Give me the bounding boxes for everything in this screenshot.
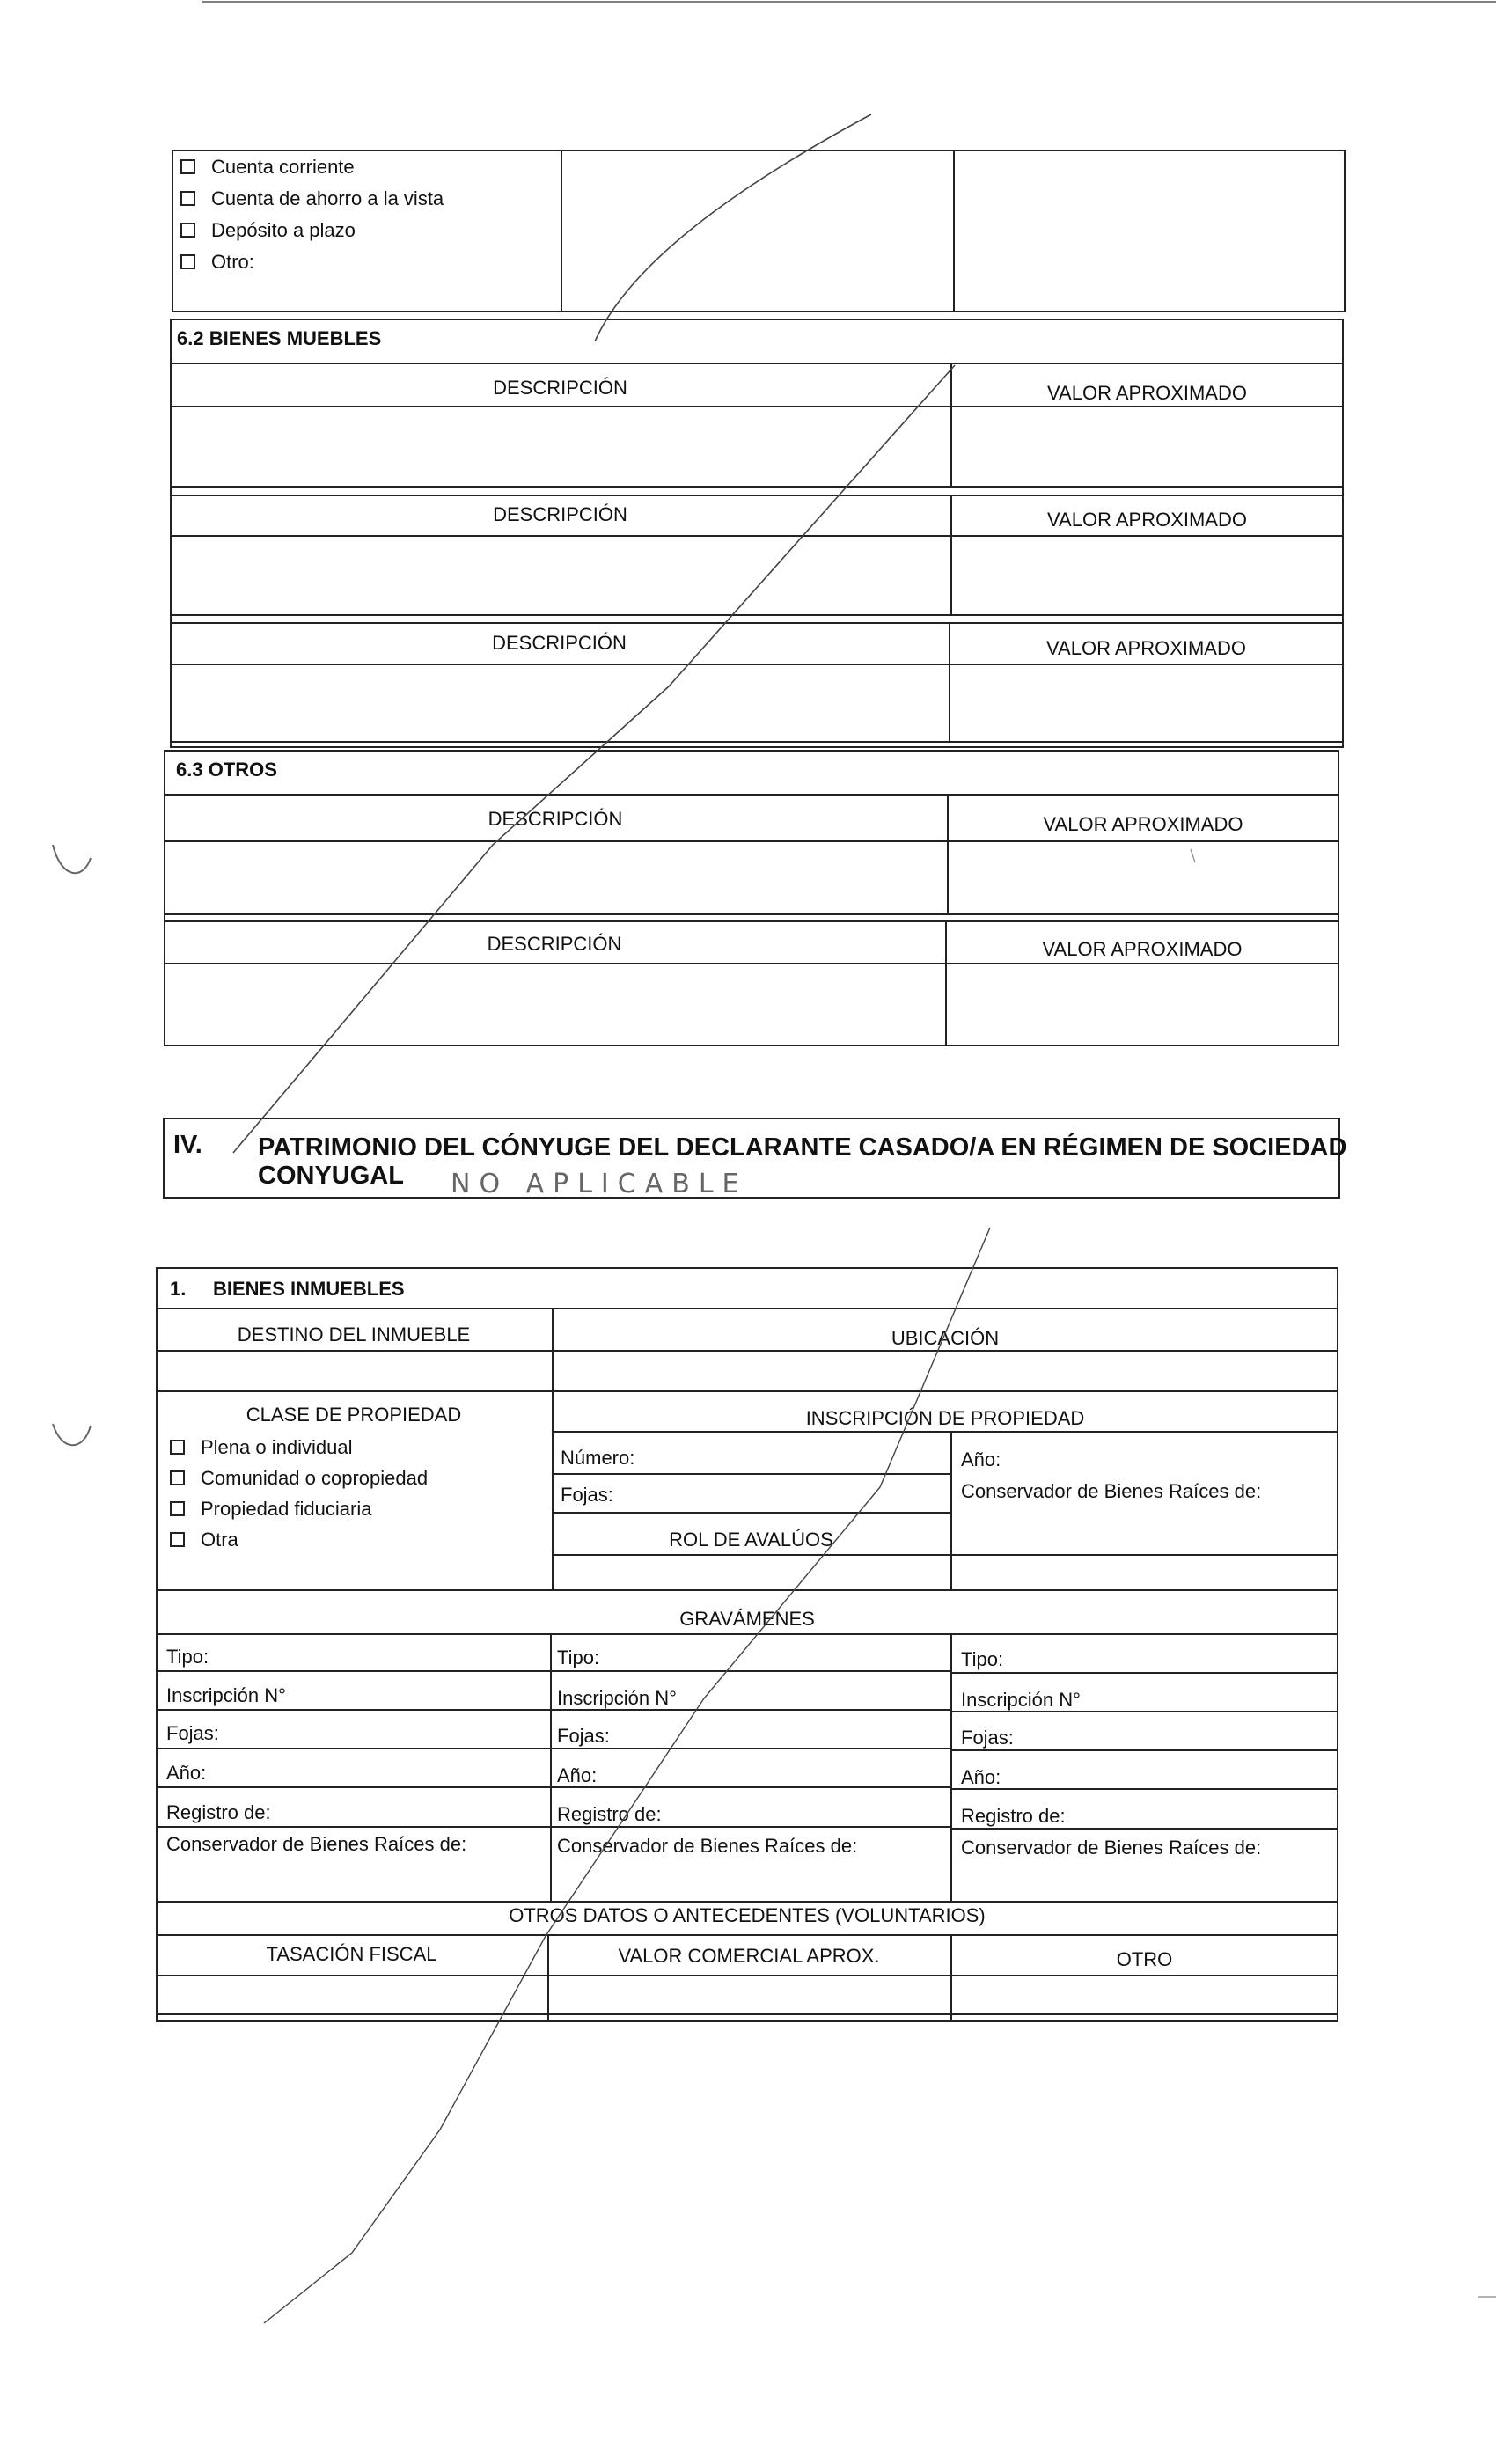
handwritten-note: NO APLICABLE xyxy=(451,1169,748,1199)
descripcion-header: DESCRIPCIÓN xyxy=(488,808,623,830)
pen-strike-lower xyxy=(264,1228,990,2323)
inscripcion-propiedad-header: INSCRIPCIÓN DE PROPIEDAD xyxy=(805,1407,1085,1429)
otro-header: OTRO xyxy=(1116,1948,1173,1970)
grav-anio-1[interactable]: Año: xyxy=(166,1762,207,1784)
grav-inscripcion-1[interactable]: Inscripción N° xyxy=(166,1684,286,1706)
otros-datos-header: OTROS DATOS O ANTECEDENTES (VOLUNTARIOS) xyxy=(509,1904,986,1926)
numero-field[interactable]: Número: xyxy=(561,1447,635,1469)
clase-propiedad-header: CLASE DE PROPIEDAD xyxy=(246,1404,462,1426)
grav-tipo-2[interactable]: Tipo: xyxy=(557,1646,600,1668)
rol-avaluos-header: ROL DE AVALÚOS xyxy=(669,1529,833,1551)
grav-tipo-3[interactable]: Tipo: xyxy=(961,1648,1004,1670)
grav-conservador-3[interactable]: Conservador de Bienes Raíces de: xyxy=(961,1837,1262,1859)
section-title-line1: PATRIMONIO DEL CÓNYUGE DEL DECLARANTE CASADO/A EN RÉGIMEN DE SOCIEDAD xyxy=(258,1133,1347,1162)
grav-anio-2[interactable]: Año: xyxy=(557,1764,598,1786)
grav-inscripcion-2[interactable]: Inscripción N° xyxy=(557,1687,677,1709)
clase-option-plena[interactable]: Plena o individual xyxy=(170,1436,352,1459)
valor-aproximado-header: VALOR APROXIMADO xyxy=(1043,813,1243,835)
grav-registro-1[interactable]: Registro de: xyxy=(166,1801,271,1823)
section-heading-bienes-muebles: 6.2 BIENES MUEBLES xyxy=(177,327,382,349)
deposit-option-deposito-plazo[interactable]: Depósito a plazo xyxy=(180,219,356,242)
valor-aproximado-header: VALOR APROXIMADO xyxy=(1042,938,1243,960)
pen-tick xyxy=(1191,849,1195,862)
grav-inscripcion-3[interactable]: Inscripción N° xyxy=(961,1689,1081,1711)
clase-option-otra[interactable]: Otra xyxy=(170,1529,238,1551)
pen-strike-top xyxy=(595,114,871,341)
pen-strike-diagonal xyxy=(233,365,955,1153)
ubicacion-header: UBICACIÓN xyxy=(891,1327,1000,1349)
section-number: IV. xyxy=(173,1131,202,1159)
descripcion-header: DESCRIPCIÓN xyxy=(487,933,622,955)
section-heading-bienes-inmuebles-number: 1. xyxy=(170,1278,187,1300)
valor-aproximado-header: VALOR APROXIMADO xyxy=(1046,637,1246,659)
grav-fojas-2[interactable]: Fojas: xyxy=(557,1725,610,1747)
descripcion-header: DESCRIPCIÓN xyxy=(493,377,627,399)
grav-fojas-3[interactable]: Fojas: xyxy=(961,1727,1014,1749)
binder-hole-mark-1 xyxy=(53,845,91,873)
clase-option-comunidad[interactable]: Comunidad o copropiedad xyxy=(170,1467,428,1490)
destino-header: DESTINO DEL INMUEBLE xyxy=(237,1324,471,1346)
grav-conservador-2[interactable]: Conservador de Bienes Raíces de: xyxy=(557,1835,858,1857)
clase-option-fiduciaria[interactable]: Propiedad fiduciaria xyxy=(170,1498,371,1521)
fojas-field[interactable]: Fojas: xyxy=(561,1484,613,1506)
deposit-option-cuenta-corriente[interactable]: Cuenta corriente xyxy=(180,156,355,179)
grav-registro-3[interactable]: Registro de: xyxy=(961,1805,1066,1827)
gravamenes-header: GRAVÁMENES xyxy=(679,1608,815,1630)
grav-tipo-1[interactable]: Tipo: xyxy=(166,1646,209,1668)
anio-field[interactable]: Año: xyxy=(961,1448,1001,1470)
binder-hole-mark-2 xyxy=(53,1424,91,1445)
grav-registro-2[interactable]: Registro de: xyxy=(557,1803,662,1825)
grav-fojas-1[interactable]: Fojas: xyxy=(166,1722,219,1744)
conservador-field[interactable]: Conservador de Bienes Raíces de: xyxy=(961,1480,1262,1502)
deposit-option-cuenta-ahorro[interactable]: Cuenta de ahorro a la vista xyxy=(180,187,444,210)
descripcion-header: DESCRIPCIÓN xyxy=(492,632,627,654)
valor-aproximado-header: VALOR APROXIMADO xyxy=(1047,509,1247,531)
section-title-line2: CONYUGAL xyxy=(258,1162,404,1190)
tasacion-fiscal-header: TASACIÓN FISCAL xyxy=(266,1943,437,1965)
section-heading-otros: 6.3 OTROS xyxy=(176,759,277,781)
deposit-option-otro[interactable]: Otro: xyxy=(180,251,254,274)
grav-anio-3[interactable]: Año: xyxy=(961,1766,1001,1788)
valor-comercial-header: VALOR COMERCIAL APROX. xyxy=(618,1945,880,1967)
section-heading-bienes-inmuebles: BIENES INMUEBLES xyxy=(213,1278,405,1300)
valor-aproximado-header: VALOR APROXIMADO xyxy=(1047,382,1247,404)
descripcion-header: DESCRIPCIÓN xyxy=(493,503,627,525)
grav-conservador-1[interactable]: Conservador de Bienes Raíces de: xyxy=(166,1833,467,1855)
